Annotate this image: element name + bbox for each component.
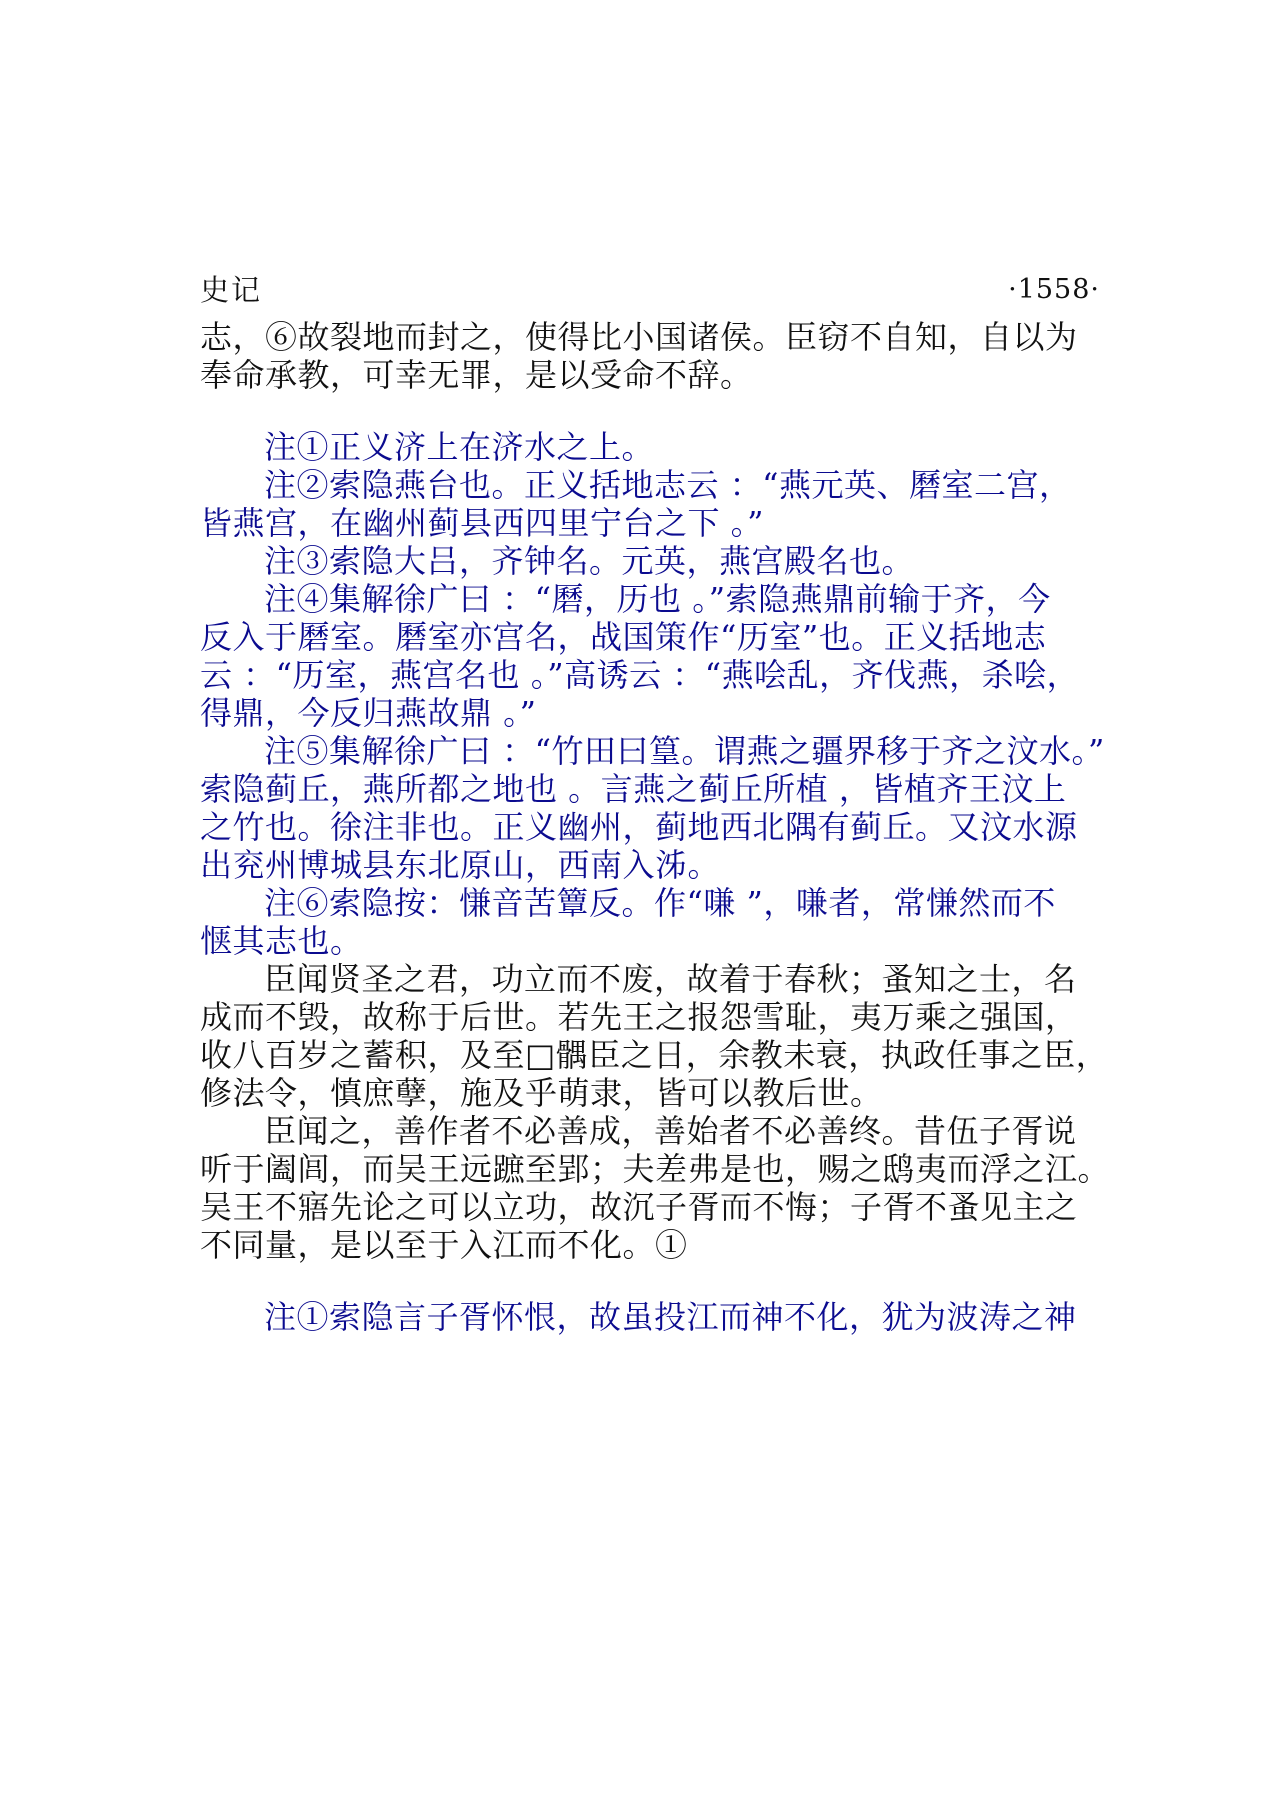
text-line: 收八百岁之蓄积，及至□髃臣之日，余教未衰，执政任事之臣， [200, 1036, 1109, 1074]
annotation-line: 惬其志也。 [200, 922, 363, 960]
annotation-line: 注②索隐燕台也。正义括地志云 ：“燕元英、磿室二宫， [264, 466, 1072, 504]
text-line: 奉命承教，可幸无罪，是以受命不辞。 [200, 356, 753, 394]
annotation-line: 皆燕宫，在幽州蓟县西四里宁台之下 。” [200, 504, 765, 542]
text-line: 吴王不寤先论之可以立功，故沉子胥而不悔；子胥不蚤见主之 [200, 1188, 1078, 1226]
text-line: 听于阖闾，而吴王远蹠至郢；夫差弗是也，赐之鸱夷而浮之江。 [200, 1150, 1111, 1188]
text-line: 志，⑥故裂地而封之，使得比小国诸侯。臣窃不自知，自以为 [200, 318, 1078, 356]
annotation-line: 注①索隐言子胥怀恨，故虽投江而神不化，犹为波涛之神 [264, 1298, 1077, 1336]
text-line: 成而不毁，故称于后世。若先王之报怨雪耻，夷万乘之强国， [200, 998, 1078, 1036]
annotation-line: 注⑥索隐按：慊音苦簟反。作“嗛 ”，嗛者，常慊然而不 [264, 884, 1056, 922]
annotation-line: 注③索隐大吕，齐钟名。元英，燕宫殿名也。 [264, 542, 915, 580]
annotation-line: 云 ：“历室，燕宫名也 。”高诱云 ：“燕哙乱，齐伐燕，杀哙， [200, 656, 1080, 694]
text-line: 修法令，慎庶孽，施及乎萌隶，皆可以教后世。 [200, 1074, 883, 1112]
annotation-line: 索隐蓟丘，燕所都之地也 。言燕之蓟丘所植 ，皆植齐王汶上 [200, 770, 1067, 808]
annotation-line: 得鼎，今反归燕故鼎 。” [200, 694, 537, 732]
text-line: 不同量，是以至于入江而不化。① [200, 1226, 688, 1264]
annotation-line: 出兖州博城县东北原山，西南入泲。 [200, 846, 721, 884]
annotation-line: 注⑤集解徐广曰 ：“竹田曰篁。谓燕之疆界移于齐之汶水。” [264, 732, 1105, 770]
text-line: 臣闻之，善作者不必善成，善始者不必善终。昔伍子胥说 [264, 1112, 1077, 1150]
annotation-line: 反入于磿室。磿室亦宫名，战国策作“历室”也。正义括地志 [200, 618, 1047, 656]
book-title: 史记 [200, 273, 263, 307]
annotation-line: 注④集解徐广曰 ：“磿，历也 。”索隐燕鼎前输于齐，今 [264, 580, 1051, 618]
page-header [200, 268, 1100, 312]
page-number: ·1558· [1008, 274, 1100, 305]
annotation-line: 注①正义济上在济水之上。 [264, 428, 655, 466]
annotation-line: 之竹也。徐注非也。正义幽州，蓟地西北隅有蓟丘。又汶水源 [200, 808, 1078, 846]
text-line: 臣闻贤圣之君，功立而不废，故着于春秋；蚤知之士，名 [264, 960, 1077, 998]
